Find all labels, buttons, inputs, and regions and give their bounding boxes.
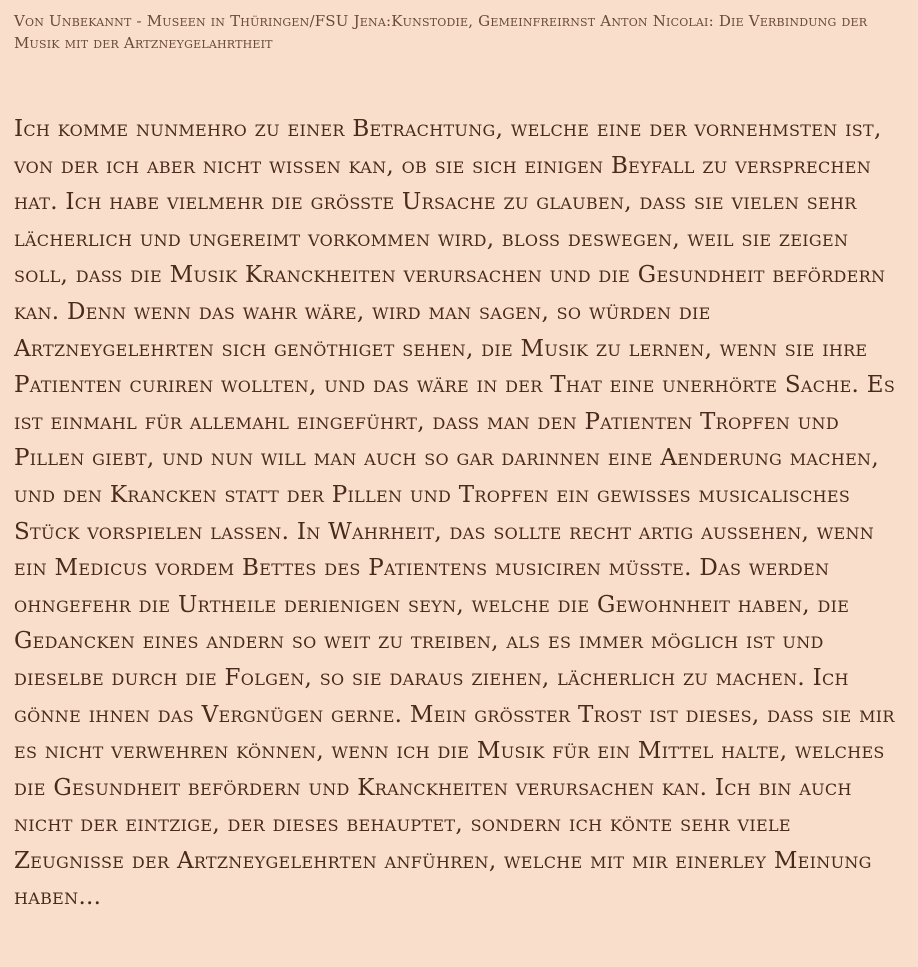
image-credit: Von Unbekannt - Museen in Thüringen/FSU Jena:Kunstodie, Gemeinfreirnst Anton Nicolai: Die Verbindung der Musik mit der Artzneygelahrtheit [14, 12, 868, 52]
quote-text: Ich komme nunmehro zu einer Betrachtung, welche eine der vornehmsten ist, von der ich aber nicht wissen kan, ob sie sich einigen Beyfall zu versprechen hat. Ich habe vielmehr die größte Ursache zu glauben, daß sie vielen sehr lächerlich und ungereimt vorkommen wird, bloß deswegen, weil sie zeigen soll, daß die Musik Kranckheiten verursachen und die Gesundheit befördern kan. Denn wenn das wahr wäre, wird man sagen, so würden die Artzneygelehrten sich genöthiget sehen, die Musik zu lernen, wenn sie ihre Patienten curiren wollten, und das wäre in der That eine unerhörte Sache. Es ist einmahl für allemahl eingeführt, daß man den Patienten Tropfen und Pillen giebt, und nun will man auch so gar darinnen eine Aenderung machen, und den Krancken statt der Pillen und Tropfen ein gewisses musicalisches Stück vorspielen lassen. In Wahrheit, das sollte recht artig aussehen, wenn ein Medicus vordem Bettes des Patientens musiciren müßte. Das werden ohngefehr die Urtheile derienigen seyn, welche die Gewohnheit haben, die Gedancken eines andern so weit zu treiben, als es immer möglich ist und dieselbe durch die Folgen, so sie daraus ziehen, lächerlich zu machen. Ich gönne ihnen das Vergnügen gerne. Mein größter Trost ist dieses, daß sie mir es nicht verwehren können, wenn ich die Musik für ein Mittel halte, welches die Gesundheit befördern und Kranckheiten verursachen kan. Ich bin auch nicht der eintzige, der dieses behauptet, sondern ich könte sehr viele Zeugnisse der Artzneygelehrten anführen, welche mit mir einerley Meinung haben... [14, 116, 896, 911]
